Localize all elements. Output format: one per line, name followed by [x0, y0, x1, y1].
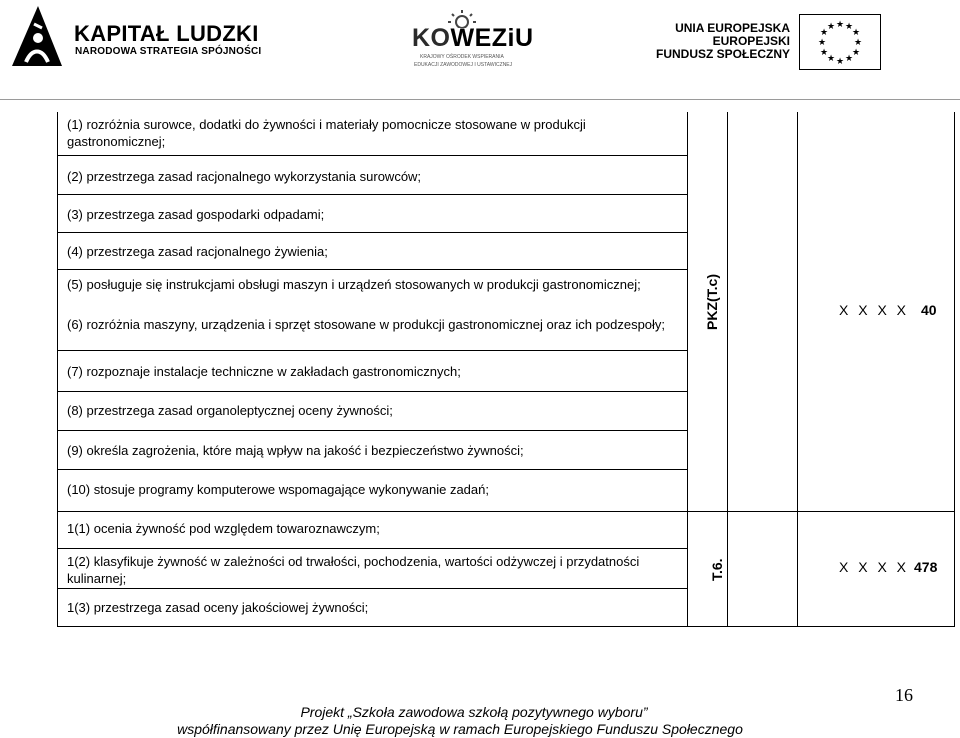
- table-row: 1(3) przestrzega zasad oceny jakościowej żywności;: [67, 600, 369, 615]
- table-row: (2) przestrzega zasad racjonalnego wykorzystania surowców;: [67, 169, 422, 184]
- table-border-bottom: [57, 626, 955, 627]
- eu-label-line3: FUNDUSZ SPOŁECZNY: [655, 47, 790, 61]
- row-divider: [57, 269, 687, 270]
- svg-text:★: ★: [835, 57, 845, 67]
- page-number: 16: [895, 685, 913, 705]
- table-row: (7) rozpoznaje instalacje techniczne w zakładach gastronomicznych;: [67, 364, 461, 379]
- table-row: (6) rozróżnia maszyny, urządzenia i sprzęt stosowane w produkcji gastronomicznej oraz ich podzespoły;: [67, 317, 666, 332]
- svg-text:★: ★: [826, 22, 836, 32]
- group-hours: 478: [914, 559, 938, 575]
- table-divider-marks: [797, 112, 798, 627]
- table-border-right: [954, 112, 955, 627]
- eu-label-line2: EUROPEJSKI: [712, 34, 790, 48]
- group-hours: 40: [921, 302, 937, 318]
- svg-text:★: ★: [826, 54, 836, 64]
- svg-text:★: ★: [853, 38, 863, 48]
- group-marks: X X X X: [839, 559, 910, 575]
- table-border-left: [57, 112, 58, 627]
- svg-text:★: ★: [817, 38, 827, 48]
- table-row: 1(1) ocenia żywność pod względem towaroznawczym;: [67, 521, 380, 536]
- row-divider: [57, 588, 687, 589]
- koweziu-wordmark: KOWEZiU: [412, 24, 534, 52]
- svg-text:★: ★: [819, 48, 829, 58]
- eu-label-line1: UNIA EUROPEJSKA: [675, 21, 790, 35]
- kapital-ludzki-title: KAPITAŁ LUDZKI: [74, 21, 259, 46]
- table-row: 1(2) klasyfikuje żywność w zależności od trwałości, pochodzenia, wartości odżywczej i przydatności kulinarnej;: [67, 554, 640, 586]
- row-divider: [57, 391, 687, 392]
- svg-text:★: ★: [835, 20, 845, 30]
- table-row: (4) przestrzega zasad racjonalnego żywienia;: [67, 244, 328, 259]
- table-row: (10) stosuje programy komputerowe wspomagające wykonywanie zadań;: [67, 482, 489, 497]
- svg-text:★: ★: [851, 48, 861, 58]
- table-row: (1) rozróżnia surowce, dodatki do żywności i materiały pomocnicze stosowane w produkcji gastronomicznej;: [67, 117, 586, 149]
- eu-flag-icon: [799, 14, 881, 70]
- kapital-ludzki-logo: [8, 4, 66, 70]
- koweziu-subtitle-1: KRAJOWY OŚRODEK WSPIERANIA: [420, 54, 504, 60]
- footer-project: Projekt „Szkoła zawodowa szkołą pozytywnego wyboru”: [300, 704, 648, 720]
- group-code: T.6.: [709, 558, 725, 581]
- table-divider-text: [687, 112, 688, 627]
- row-divider: [57, 232, 687, 233]
- row-divider: [57, 194, 687, 195]
- curriculum-table: [57, 112, 955, 627]
- table-divider-code: [727, 112, 728, 627]
- koweziu-logo: [410, 8, 540, 72]
- header-rule: [0, 99, 960, 100]
- eu-label: [656, 22, 790, 61]
- svg-text:★: ★: [844, 22, 854, 32]
- group-code: PKZ(T.c): [704, 274, 720, 330]
- group-marks: X X X X: [839, 302, 910, 318]
- group-divider: [57, 511, 955, 512]
- row-divider: [57, 469, 687, 470]
- row-divider: [57, 350, 687, 351]
- table-row: (3) przestrzega zasad gospodarki odpadami;: [67, 207, 325, 222]
- koweziu-subtitle-2: EDUKACJI ZAWODOWEJ I USTAWICZNEJ: [414, 62, 513, 68]
- footer-funding: współfinansowany przez Unię Europejską w ramach Europejskiego Funduszu Społecznego: [177, 721, 743, 737]
- row-divider: [57, 155, 687, 156]
- row-divider: [57, 430, 687, 431]
- svg-text:★: ★: [851, 28, 861, 38]
- svg-text:★: ★: [844, 54, 854, 64]
- page-header: [0, 0, 960, 100]
- svg-text:★: ★: [819, 28, 829, 38]
- table-row: (9) określa zagrożenia, które mają wpływ na jakość i bezpieczeństwo żywności;: [67, 443, 524, 458]
- table-row: (8) przestrzega zasad organoleptycznej oceny żywności;: [67, 403, 393, 418]
- kapital-ludzki-subtitle: NARODOWA STRATEGIA SPÓJNOŚCI: [75, 46, 262, 57]
- table-row: (5) posługuje się instrukcjami obsługi maszyn i urządzeń stosowanych w produkcji gastronomicznej;: [67, 277, 641, 292]
- row-divider: [57, 548, 687, 549]
